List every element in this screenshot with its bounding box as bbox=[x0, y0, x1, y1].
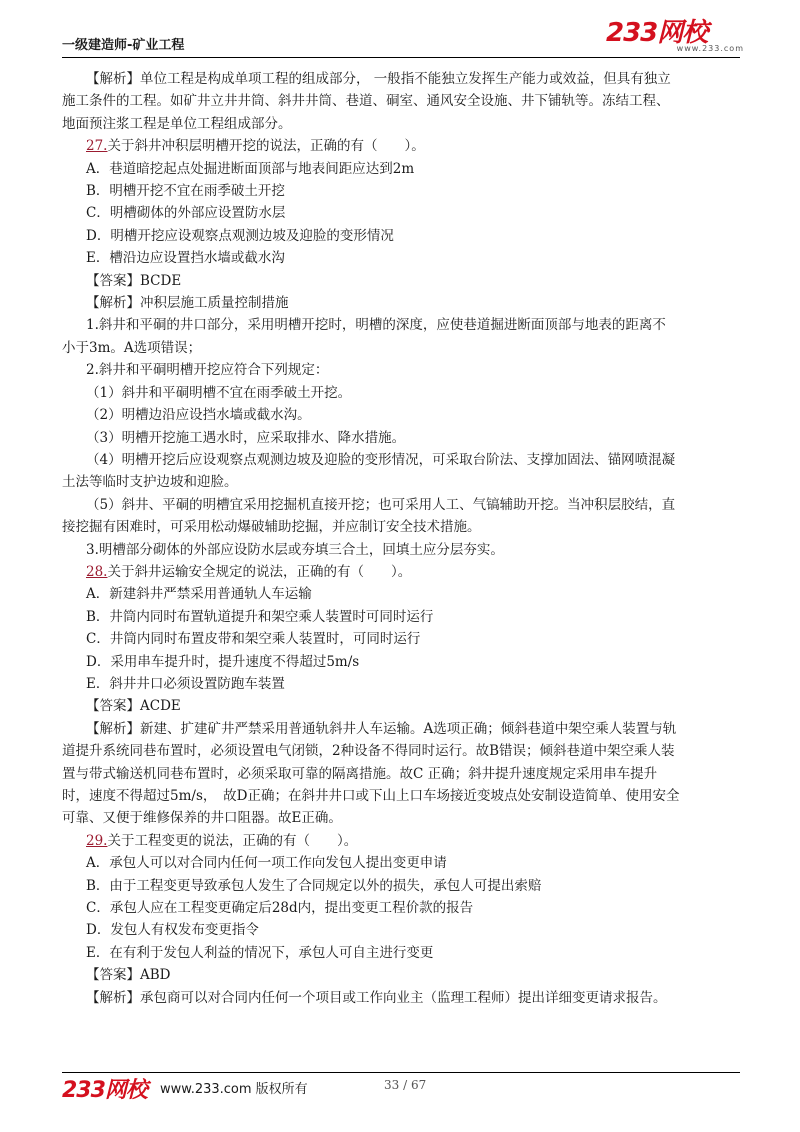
line-text: B．明槽开挖不宜在雨季破土开挖 bbox=[86, 183, 285, 200]
logo-url: www.233.com bbox=[676, 44, 744, 53]
text-line bbox=[86, 427, 740, 449]
text-line bbox=[86, 225, 740, 247]
line-text: E．斜井井口必须设置防跑车装置 bbox=[86, 675, 285, 692]
question-number: 29. bbox=[86, 832, 108, 849]
line-text: 关于斜井冲积层明槽开挖的说法，正确的有（ ）。 bbox=[107, 138, 425, 155]
question-line bbox=[86, 830, 740, 852]
text-line bbox=[86, 404, 740, 426]
page-number: 33 / 67 bbox=[384, 1078, 427, 1092]
brand-logo bbox=[606, 20, 744, 56]
line-text: 【答案】ACDE bbox=[86, 698, 181, 715]
text-line-continued bbox=[62, 785, 740, 807]
text-line bbox=[86, 449, 740, 471]
document-body bbox=[62, 68, 740, 1009]
text-line bbox=[86, 247, 740, 269]
logo-text: 233网校 bbox=[606, 18, 708, 48]
line-text: A．承包人可以对合同内任何一项工作向发包人提出变更申请 bbox=[86, 855, 447, 872]
text-line bbox=[86, 987, 740, 1009]
line-text: 2.斜井和平硐明槽开挖应符合下列规定： bbox=[86, 362, 329, 379]
text-line bbox=[86, 583, 740, 605]
line-text: C．井筒内同时布置皮带和架空乘人装置时，可同时运行 bbox=[86, 631, 421, 648]
text-line bbox=[86, 158, 740, 180]
line-text: 土法等临时支护边坡和迎脸。 bbox=[62, 474, 238, 491]
text-line bbox=[86, 539, 740, 561]
text-line-continued bbox=[62, 90, 740, 112]
text-line bbox=[86, 718, 740, 740]
text-line-continued bbox=[62, 113, 740, 135]
line-text: 3.明槽部分砌体的外部应设防水层或夯填三合土，回填土应分层夯实。 bbox=[86, 541, 504, 558]
line-text: （4）明槽开挖后应设观察点观测边坡及迎脸的变形情况，可采取台阶法、支撑加固法、锚网喷混凝 bbox=[86, 451, 676, 468]
line-text: D．明槽开挖应设观察点观测边坡及迎脸的变形情况 bbox=[86, 227, 394, 244]
text-line bbox=[86, 382, 740, 404]
line-text: 接挖掘有困难时，可采用松动爆破辅助挖掘，并应制订安全技术措施。 bbox=[62, 519, 481, 536]
line-text: 小于3m。A选项错误； bbox=[62, 339, 202, 356]
text-line-continued bbox=[62, 807, 740, 829]
text-line bbox=[86, 68, 740, 90]
line-text: C．明槽砌体的外部应设置防水层 bbox=[86, 205, 286, 222]
text-line bbox=[86, 673, 740, 695]
text-line bbox=[86, 292, 740, 314]
line-text: E．槽沿边应设置挡水墙或截水沟 bbox=[86, 250, 285, 267]
header-title: 一级建造师-矿业工程 bbox=[62, 38, 185, 53]
line-text: （1）斜井和平硐明槽不宜在雨季破土开挖。 bbox=[86, 384, 352, 401]
text-line-continued bbox=[62, 337, 740, 359]
text-line bbox=[86, 314, 740, 336]
text-line bbox=[86, 852, 740, 874]
text-line bbox=[86, 942, 740, 964]
line-text: A．巷道暗挖起点处掘进断面顶部与地表间距应达到2m bbox=[86, 160, 415, 177]
line-text: 【解析】新建、扩建矿井严禁采用普通轨斜井人车运输。A选项正确；倾斜巷道中架空乘人装置与轨 bbox=[86, 720, 677, 737]
text-line bbox=[86, 359, 740, 381]
text-line bbox=[86, 180, 740, 202]
line-text: 【解析】单位工程是构成单项工程的组成部分， 一般指不能独立发挥生产能力或效益，但具有独立 bbox=[86, 71, 671, 87]
line-text: （5）斜井、平硐的明槽宜采用挖掘机直接开挖；也可采用人工、气镐辅助开挖。当冲积层胶结，直 bbox=[86, 496, 676, 513]
line-text: 【答案】BCDE bbox=[86, 272, 182, 289]
line-text: E．在有利于发包人利益的情况下，承包人可自主进行变更 bbox=[86, 944, 434, 961]
line-text: D．采用串车提升时，提升速度不得超过5m/s bbox=[86, 653, 360, 670]
footer-divider bbox=[62, 1072, 740, 1073]
line-text: 【解析】承包商可以对合同内任何一个项目或工作向业主（监理工程师）提出详细变更请求报告。 bbox=[86, 989, 667, 1006]
line-text: 【答案】ABD bbox=[86, 967, 171, 984]
text-line-continued bbox=[62, 471, 740, 493]
question-number: 27. bbox=[86, 138, 108, 155]
text-line-continued bbox=[62, 763, 740, 785]
text-line bbox=[86, 651, 740, 673]
line-text: （2）明槽边沿应设挡水墙或截水沟。 bbox=[86, 407, 311, 424]
text-line-continued bbox=[62, 740, 740, 762]
text-line bbox=[86, 202, 740, 224]
footer-logo: 233网校 bbox=[62, 1078, 147, 1103]
line-text: D．发包人有权发布变更指令 bbox=[86, 922, 259, 939]
line-text: 1.斜井和平硐的井口部分，采用明槽开挖时，明槽的深度，应使巷道掘进断面顶部与地表的距离不 bbox=[86, 317, 666, 334]
text-line bbox=[86, 875, 740, 897]
line-text: 施工条件的工程。如矿井立井井筒、斜井井筒、巷道、硐室、通风安全设施、井下铺轨等。冻结工程、 bbox=[62, 93, 670, 110]
line-text: 可靠、又便于维修保养的井口阻器。故E正确。 bbox=[62, 810, 342, 827]
text-line bbox=[86, 919, 740, 941]
line-text: 【解析】冲积层施工质量控制措施 bbox=[86, 295, 289, 312]
footer-site: www.233.com 版权所有 bbox=[160, 1082, 308, 1097]
line-text: A．新建斜井严禁采用普通轨人车运输 bbox=[86, 586, 312, 603]
line-text: 地面预注浆工程是单位工程组成部分。 bbox=[62, 115, 292, 132]
text-line bbox=[86, 695, 740, 717]
line-text: B．井筒内同时布置轨道提升和架空乘人装置时可同时运行 bbox=[86, 608, 434, 625]
line-text: （3）明槽开挖施工遇水时，应采取排水、降水措施。 bbox=[86, 429, 406, 446]
line-text: 时，速度不得超过5m/s， 故D正确；在斜井井口或下山上口车场接近变坡点处安制设造简单、使用安全 bbox=[62, 788, 680, 804]
text-line bbox=[86, 964, 740, 986]
question-number: 28. bbox=[86, 563, 108, 580]
text-line bbox=[86, 628, 740, 650]
text-line-continued bbox=[62, 516, 740, 538]
text-line bbox=[86, 270, 740, 292]
line-text: 关于工程变更的说法，正确的有（ ）。 bbox=[107, 832, 358, 849]
question-line bbox=[86, 135, 740, 157]
header-divider bbox=[62, 57, 740, 58]
line-text: 关于斜井运输安全规定的说法，正确的有（ ）。 bbox=[107, 563, 412, 580]
question-line bbox=[86, 561, 740, 583]
line-text: 道提升系统同巷布置时，必须设置电气闭锁，2种设备不得同时运行。故B错误；倾斜巷道中架空乘人装 bbox=[62, 743, 675, 760]
line-text: B．由于工程变更导致承包人发生了合同规定以外的损失，承包人可提出索赔 bbox=[86, 877, 542, 894]
text-line bbox=[86, 606, 740, 628]
line-text: 置与带式输送机同巷布置时，必须采取可靠的隔离措施。故C 正确；斜井提升速度规定采用串车提升 bbox=[62, 765, 658, 782]
text-line bbox=[86, 494, 740, 516]
text-line bbox=[86, 897, 740, 919]
line-text: C．承包人应在工程变更确定后28d内，提出变更工程价款的报告 bbox=[86, 900, 474, 917]
